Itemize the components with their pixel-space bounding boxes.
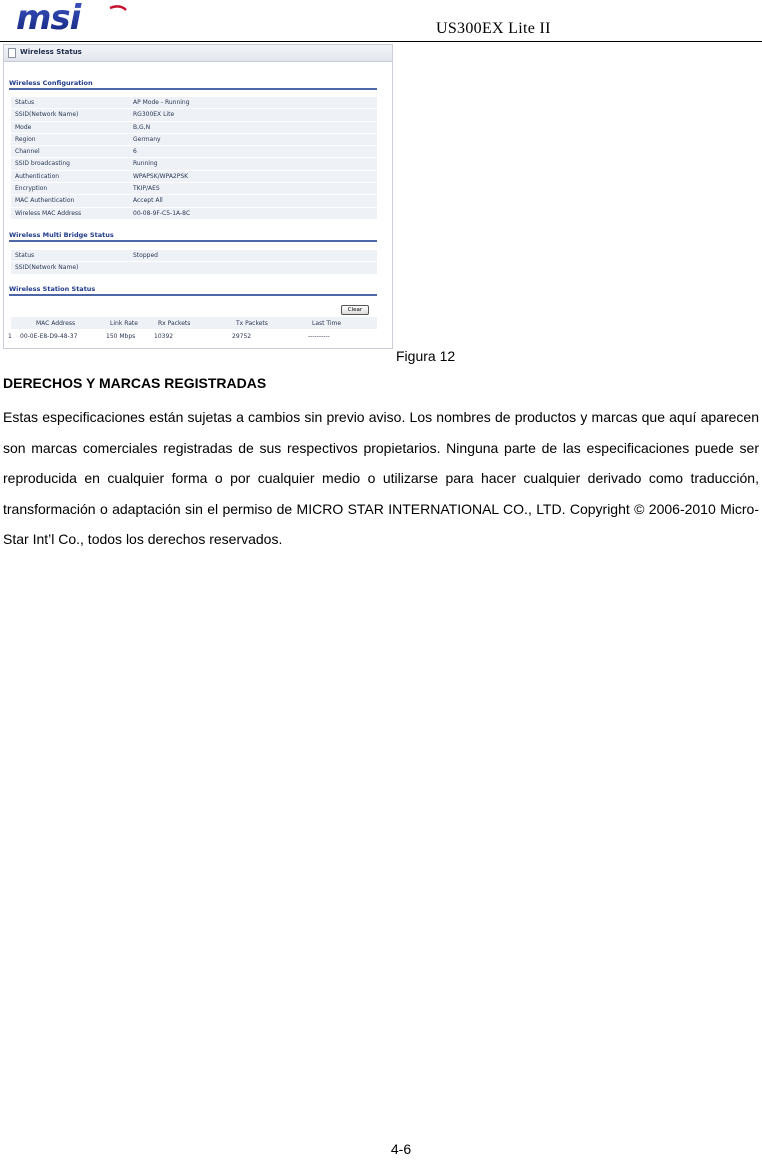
copyright-paragraph: Estas especificaciones están sujetas a cambios sin previo aviso. Los nombres de productos y marcas que aquí aparecen son marcas comerciales registradas de sus respectivos propietarios. Ninguna parte de las especificaciones puede ser reproducida en cualquier forma o por cualquier medio o utilizarse para hacer cualquier derivado como traducción, transformación o adaptación sin el permiso de MICRO STAR INTERNATIONAL CO., LTD. Copyright © 2006-2010 Micro-Star Int’l Co., todos los derechos reservados. xyxy=(3,409,759,547)
config-row: Status AP Mode - Running xyxy=(11,97,377,109)
config-row: Mode B,G,N xyxy=(11,122,377,134)
config-row: MAC Authentication Accept All xyxy=(11,195,377,207)
column-header: Rx Packets xyxy=(158,320,191,327)
svg-text:msi: msi xyxy=(16,2,81,36)
section-divider xyxy=(9,88,377,90)
multi-bridge-table xyxy=(11,250,377,275)
config-row: Authentication WPAPSK/WPA2PSK xyxy=(11,171,377,183)
config-row: SSID(Network Name) RG300EX Lite xyxy=(11,109,377,121)
section-heading: DERECHOS Y MARCAS REGISTRADAS xyxy=(3,375,267,391)
bridge-row: Status Stopped xyxy=(11,250,377,262)
section-divider xyxy=(9,240,377,242)
column-header: Tx Packets xyxy=(236,320,268,327)
wireless-configuration-title: Wireless Configuration xyxy=(9,79,93,87)
panel-tab xyxy=(4,45,393,62)
config-row: Wireless MAC Address 00-08-9F-C5-1A-8C xyxy=(11,208,377,220)
page-number: 4-6 xyxy=(390,1141,412,1157)
station-status-title: Wireless Station Status xyxy=(9,285,96,293)
wireless-configuration-table xyxy=(11,97,377,220)
config-row: Region Germany xyxy=(11,134,377,146)
column-header: Link Rate xyxy=(110,320,138,327)
station-row: 1 00-0E-E8-D9-48-37 150 Mbps 10392 29752 ---------- xyxy=(8,333,330,340)
config-row: Encryption TKIP/AES xyxy=(11,183,377,195)
figure-caption: Figura 12 xyxy=(396,348,456,364)
header-divider xyxy=(0,41,762,42)
msi-logo xyxy=(14,2,132,36)
wireless-status-screenshot xyxy=(3,44,393,349)
config-row: SSID broadcasting Running xyxy=(11,158,377,170)
column-header: MAC Address xyxy=(36,320,76,327)
station-table-header xyxy=(11,317,377,329)
document-title: US300EX Lite II xyxy=(436,20,551,37)
column-header: Last Time xyxy=(312,320,342,327)
config-row: Channel 6 xyxy=(11,146,377,158)
section-divider xyxy=(9,294,377,296)
clear-button[interactable]: Clear xyxy=(341,305,369,315)
multi-bridge-title: Wireless Multi Bridge Status xyxy=(9,231,114,239)
panel-title: Wireless Status xyxy=(20,48,82,56)
bridge-row: SSID(Network Name) xyxy=(11,262,377,274)
page-icon xyxy=(8,48,16,58)
